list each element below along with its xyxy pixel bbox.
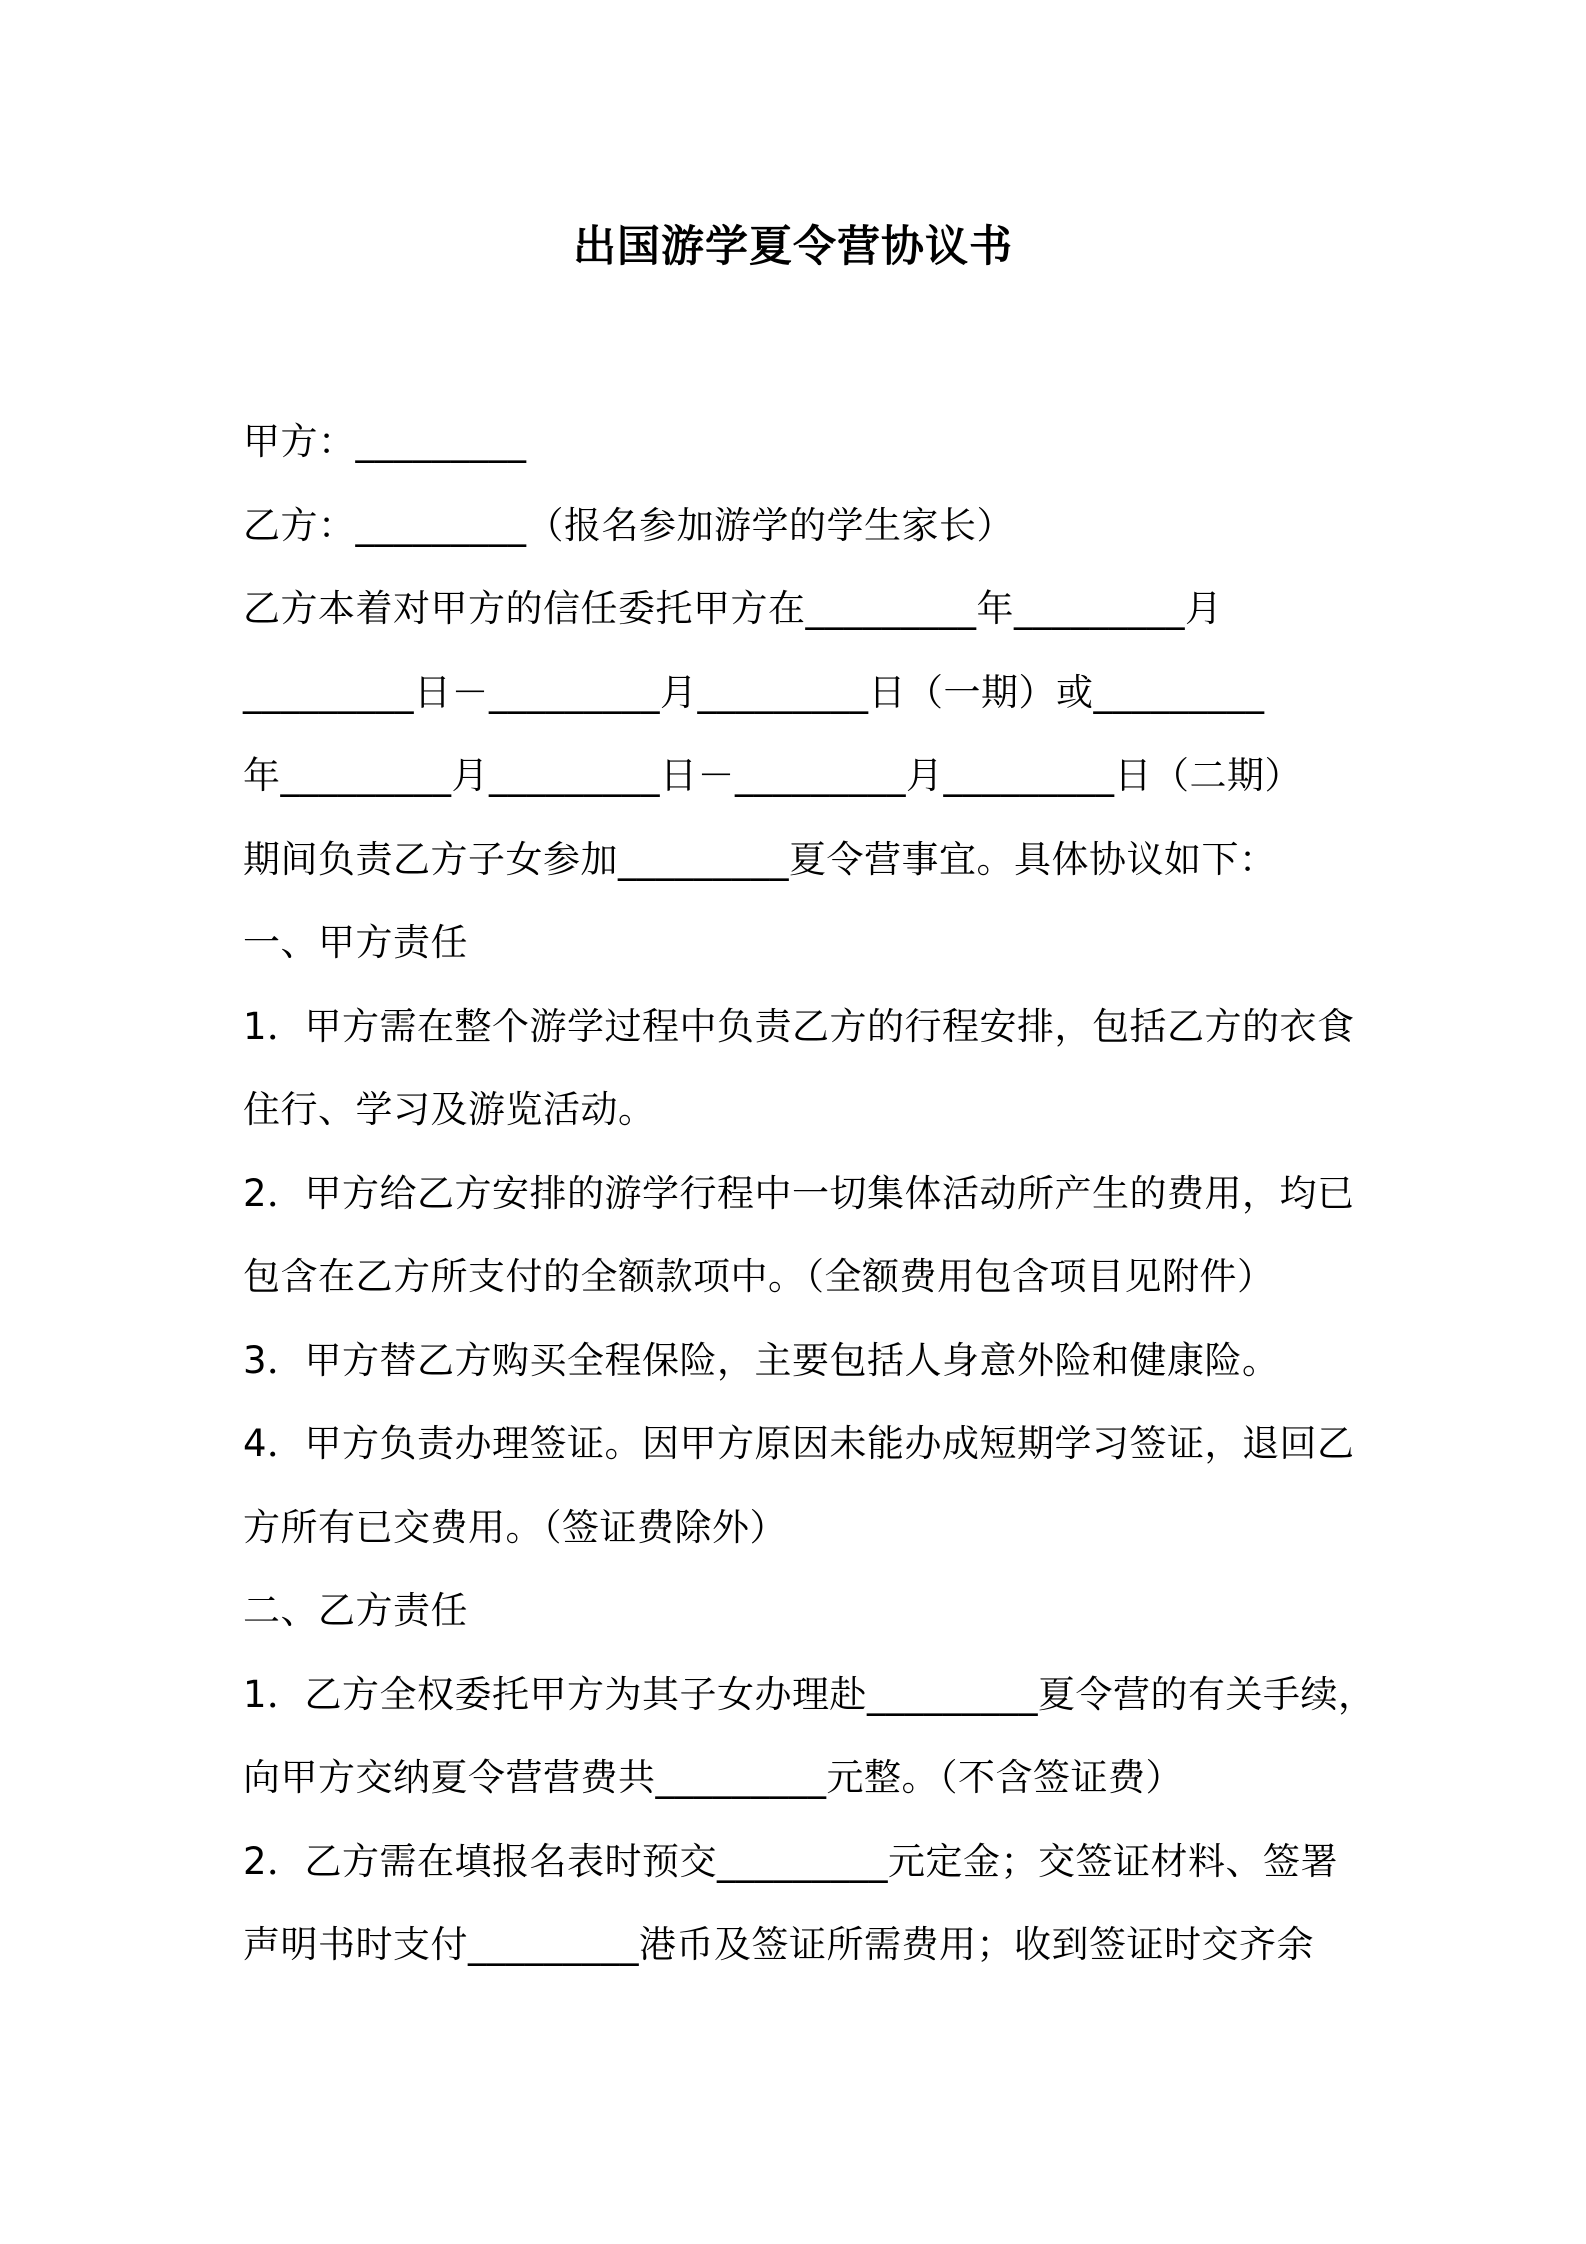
clause-b2-line-2: 声明书时支付_________港币及签证所需费用；收到签证时交齐余: [243, 1923, 1314, 1966]
clause-b1-line-2: 向甲方交纳夏令营营费共_________元整。（不含签证费）: [243, 1756, 1183, 1799]
section-heading-party-b: 二、乙方责任: [243, 1589, 468, 1632]
clause-a1-line-1: 1．甲方需在整个游学过程中负责乙方的行程安排，包括乙方的衣食: [243, 1004, 1355, 1048]
clause-b1-line-1: 1．乙方全权委托甲方为其子女办理赴_________夏令营的有关手续，: [243, 1672, 1376, 1716]
clause-a4-line-2: 方所有已交费用。（签证费除外）: [243, 1505, 787, 1549]
intro-line-4: 期间负责乙方子女参加_________夏令营事宜。具体协议如下：: [243, 837, 1277, 881]
intro-line-3: 年_________月_________日－_________月_________日（二期）: [243, 754, 1302, 797]
party-b-line: 乙方：_________（报名参加游学的学生家长）: [243, 503, 1014, 547]
intro-line-1: 乙方本着对甲方的信任委托甲方在_________年_________月: [243, 587, 1223, 630]
clause-a1-line-2: 住行、学习及游览活动。: [243, 1088, 656, 1131]
section-heading-party-a: 一、甲方责任: [243, 921, 468, 964]
document-title: 出国游学夏令营协议书: [573, 222, 1013, 272]
document-body: [243, 400, 1376, 1987]
party-a-line: 甲方：_________: [243, 420, 527, 463]
clause-a2-line-1: 2．甲方给乙方安排的游学行程中一切集体活动所产生的费用，均已: [243, 1171, 1355, 1215]
clause-b2-line-1: 2．乙方需在填报名表时预交_________元定金；交签证材料、签署: [243, 1839, 1339, 1883]
clause-a3-line-1: 3．甲方替乙方购买全程保险，主要包括人身意外险和健康险。: [243, 1338, 1280, 1382]
clause-a2-line-2: 包含在乙方所支付的全额款项中。（全额费用包含项目见附件）: [243, 1255, 1275, 1298]
intro-line-2: _________日－_________月_________日（一期）或_________: [243, 670, 1265, 714]
clause-a4-line-1: 4．甲方负责办理签证。因甲方原因未能办成短期学习签证，退回乙: [243, 1422, 1355, 1465]
